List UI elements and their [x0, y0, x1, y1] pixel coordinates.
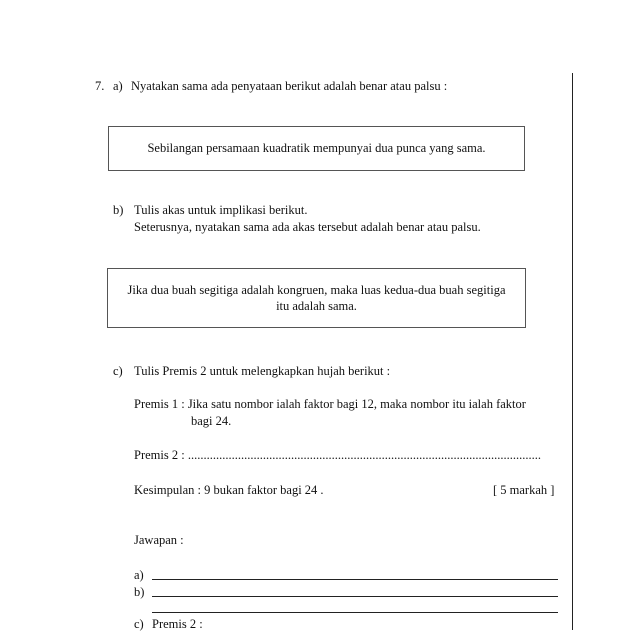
answer-a-line[interactable] — [152, 579, 558, 580]
question-number: 7. — [95, 79, 105, 93]
answer-a-label: a) — [134, 568, 144, 582]
kesimpulan: Kesimpulan : 9 bukan faktor bagi 24 . — [134, 483, 324, 497]
answer-b-line-2[interactable] — [152, 612, 558, 613]
statement-box-b — [107, 268, 526, 328]
premis-1-line-2: bagi 24. — [191, 414, 232, 428]
margin-line — [572, 73, 573, 630]
answer-c-label: c) — [134, 617, 144, 631]
statement-b-line-1: Jika dua buah segitiga adalah kongruen, maka luas kedua-dua buah segitiga — [127, 282, 506, 297]
part-b-instruction-1: Tulis akas untuk implikasi berikut. — [134, 203, 308, 217]
part-a-label: a) — [113, 79, 123, 93]
part-c-instruction: Tulis Premis 2 untuk melengkapkan hujah berikut : — [134, 364, 391, 378]
premis-1-line-1: Premis 1 : Jika satu nombor ialah faktor bagi 12, maka nombor itu ialah faktor — [134, 397, 526, 411]
statement-box-a — [108, 126, 525, 171]
answer-b-line-1[interactable] — [152, 596, 558, 597]
answer-heading: Jawapan : — [134, 533, 184, 547]
marks: [ 5 markah ] — [493, 483, 555, 497]
premis-2-line: Premis 2 : ................................................................................................................. — [134, 448, 541, 462]
part-c-label: c) — [113, 364, 123, 378]
part-a-instruction: Nyatakan sama ada penyataan berikut adalah benar atau palsu : — [131, 79, 448, 93]
part-b-label: b) — [113, 203, 124, 217]
part-b-instruction-2: Seterusnya, nyatakan sama ada akas tersebut adalah benar atau palsu. — [134, 220, 481, 234]
statement-a-text: Sebilangan persamaan kuadratik mempunyai dua punca yang sama. — [147, 141, 486, 156]
statement-b-line-2: itu adalah sama. — [276, 299, 357, 313]
answer-b-label: b) — [134, 585, 145, 599]
answer-c-premis-2: Premis 2 : — [152, 617, 203, 631]
